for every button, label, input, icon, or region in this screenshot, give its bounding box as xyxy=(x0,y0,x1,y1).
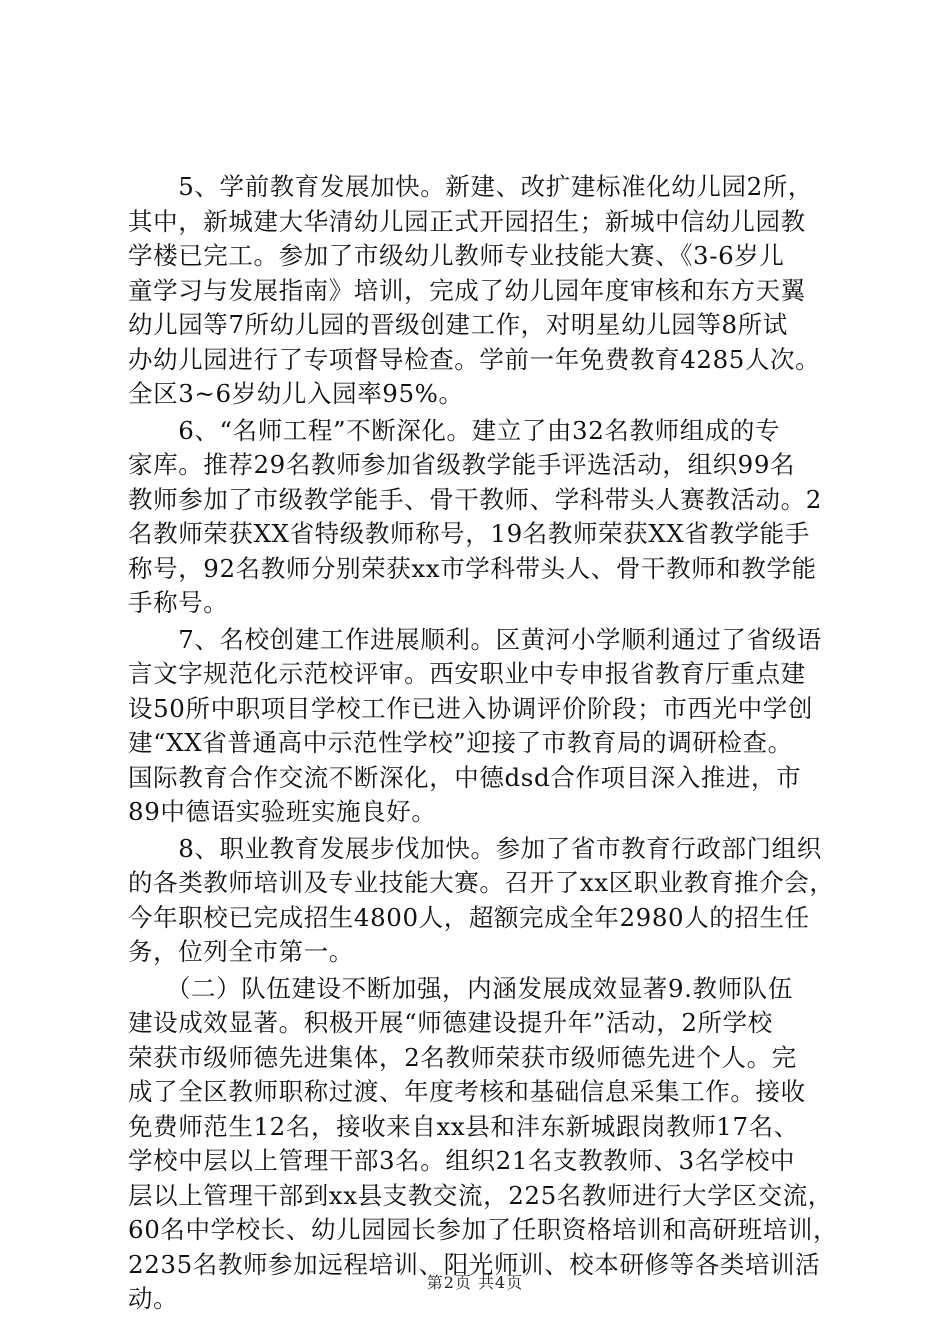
text-line: 手称号。 xyxy=(128,588,229,617)
text-line: 学楼已完工。参加了市级幼儿教师专业技能大赛、《3-6岁儿 xyxy=(128,241,785,270)
text-line: 今年职校已完成招生4800人，超额完成全年2980人的招生任 xyxy=(128,902,810,932)
text-line: 6、“名师工程”不断深化。建立了由32名教师组成的专 xyxy=(128,415,781,445)
text-line: 建“XX省普通高中示范性学校”迎接了市教育局的调研检查。 xyxy=(128,728,793,757)
text-line: 60名中学校长、幼儿园园长参加了任职资格培训和高研班培训， xyxy=(128,1215,839,1244)
text-line: 动。 xyxy=(128,1284,179,1313)
text-line: 荣获市级师德先进集体，2名教师荣获市级师德先进个人。完 xyxy=(128,1042,797,1072)
text-line: 7、名校创建工作进展顺利。区黄河小学顺利通过了省级语 xyxy=(128,624,822,654)
text-line: 89中德语实验班实施良好。 xyxy=(128,797,437,826)
text-line: 称号，92名教师分别荣获xx市学科带头人、骨干教师和教学能 xyxy=(128,553,817,583)
text-line: 8、职业教育发展步伐加快。参加了省市教育行政部门组织 xyxy=(128,833,822,863)
text-line: 成了全区教师职称过渡、年度考核和基础信息采集工作。接收 xyxy=(128,1077,806,1106)
text-line: （二）队伍建设不断加强，内涵发展成效显著9.教师队伍 xyxy=(128,973,793,1003)
text-line: 童学习与发展指南》培训，完成了幼儿园年度审核和东方天翼 xyxy=(128,275,806,305)
text-line: 建设成效显著。积极开展“师德建设提升年”活动，2所学校 xyxy=(128,1008,773,1037)
text-line: 其中，新城建大华清幼儿园正式开园招生；新城中信幼儿园教 xyxy=(128,206,806,236)
paragraph-famous-teacher-project xyxy=(128,414,833,621)
text-line: 国际教育合作交流不断深化，中德dsd合作项目深入推进，市 xyxy=(128,762,802,792)
paragraph-team-building xyxy=(128,972,839,1317)
page-number-footer: 第2页 共4页 xyxy=(426,1273,524,1292)
paragraph-famous-school-creation xyxy=(128,623,833,830)
text-line: 家库。推荐29名教师参加省级教学能手评选活动，组织99名 xyxy=(128,450,796,479)
text-line: 学校中层以上管理干部3名。组织21名支教教师、3名学校中 xyxy=(128,1146,796,1175)
text-line: 言文字规范化示范校评审。西安职业中专申报省教育厅重点建 xyxy=(128,659,806,688)
text-line: 5、学前教育发展加快。新建、改扩建标准化幼儿园2所， xyxy=(128,172,813,201)
paragraph-preschool-education xyxy=(128,170,833,412)
text-line: 层以上管理干部到xx县支教交流，225名教师进行大学区交流， xyxy=(128,1180,833,1210)
text-line: 免费师范生12名，接收来自xx县和沣东新城跟岗教师17名、 xyxy=(128,1111,799,1141)
text-line: 2235名教师参加远程培训、阳光师训、校本研修等各类培训活 xyxy=(128,1249,821,1279)
text-line: 教师参加了市级教学能手、骨干教师、学科带头人赛教活动。2 xyxy=(128,484,822,514)
text-line: 设50所中职项目学校工作已进入协调评价阶段；市西光中学创 xyxy=(128,693,813,723)
document-body xyxy=(128,170,839,1319)
text-line: 名教师荣获XX省特级教师称号，19名教师荣获XX省教学能手 xyxy=(128,519,810,548)
text-line: 全区3~6岁幼儿入园率95%。 xyxy=(128,379,464,408)
text-line: 的各类教师培训及专业技能大赛。召开了xx区职业教育推介会， xyxy=(128,868,835,897)
paragraph-vocational-education xyxy=(128,832,833,970)
text-line: 办幼儿园进行了专项督导检查。学前一年免费教育4285人次。 xyxy=(128,344,821,374)
text-line: 务，位列全市第一。 xyxy=(128,937,354,966)
text-line: 幼儿园等7所幼儿园的晋级创建工作，对明星幼儿园等8所试 xyxy=(128,310,788,339)
